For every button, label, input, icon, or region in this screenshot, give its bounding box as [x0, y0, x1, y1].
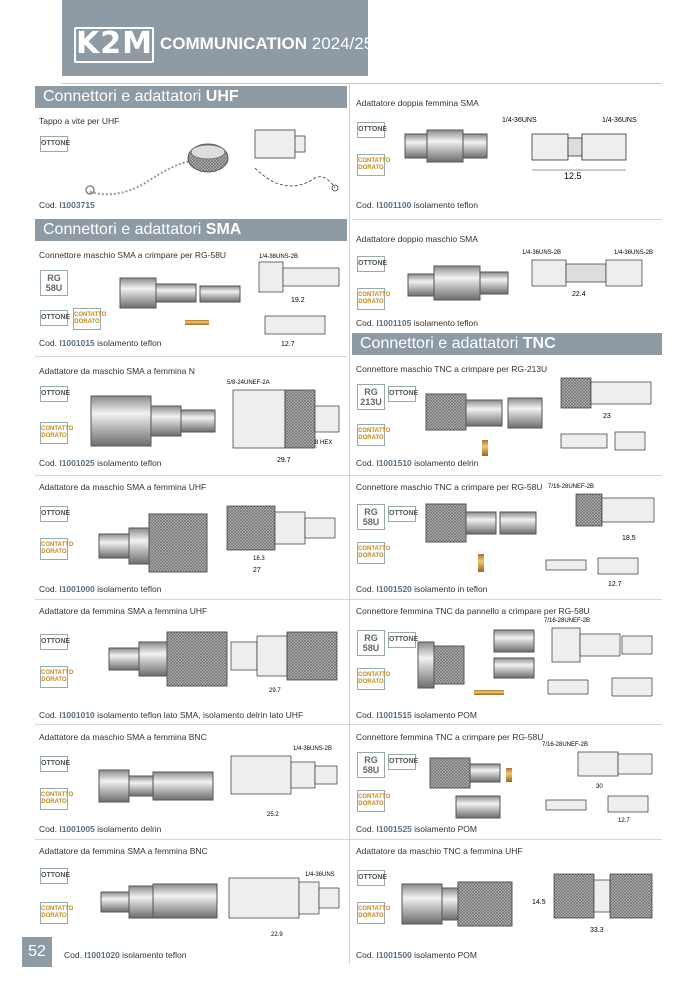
dim-label: 7/16-28UNEF-2B — [544, 618, 591, 624]
badge-contatto-dorato — [357, 790, 391, 812]
section-sma-label: Connettori e adattatori — [43, 221, 206, 238]
code-desc: isolamento teflon lato SMA, isolamento delrin lato UHF — [97, 710, 304, 720]
page-number: 52 — [22, 937, 52, 967]
dim-label: 29.7 — [277, 457, 291, 464]
code-desc: isolamento delrin — [97, 824, 162, 834]
code-prefix: Cod. — [39, 710, 60, 720]
badge-contatto: CONTATTO — [358, 158, 391, 164]
product-photo — [422, 498, 542, 578]
code-prefix: Cod. — [39, 338, 60, 348]
product-cell — [35, 244, 347, 356]
dim-label: 30 — [596, 784, 603, 790]
code-desc: isolamento POM — [414, 950, 477, 960]
badge-ottone: OTTONE — [40, 868, 68, 884]
product-code — [356, 458, 478, 468]
dim-label: 12.7 — [281, 341, 295, 348]
product-title: Connettore maschio TNC a crimpare per RG-58U — [356, 482, 543, 492]
code-prefix: Cod. — [356, 950, 377, 960]
technical-drawing — [221, 866, 343, 942]
badge-rg — [40, 270, 68, 296]
badge-rg — [357, 504, 385, 530]
page-header — [62, 0, 374, 76]
dim-label: 25.2 — [267, 812, 279, 818]
product-photo — [105, 624, 235, 694]
code-prefix: Cod. — [356, 824, 377, 834]
code-prefix: Cod. — [356, 318, 377, 328]
code-prefix: Cod. — [356, 710, 377, 720]
badge-contatto: CONTATTO — [358, 428, 391, 434]
badge-rg-label: RG — [364, 507, 378, 517]
catalog-title — [160, 34, 373, 54]
product-cell — [352, 600, 662, 722]
code-number: I1003715 — [59, 200, 95, 210]
technical-drawing — [255, 250, 345, 350]
badge-ottone: OTTONE — [357, 122, 385, 138]
section-sma-bold: SMA — [205, 221, 242, 238]
badge-rg-type: 58U — [362, 765, 380, 775]
product-title: Adattatore da maschio TNC a femmina UHF — [356, 846, 523, 856]
badge-ottone: OTTONE — [40, 386, 68, 402]
code-prefix: Cod. — [39, 824, 60, 834]
dim-label: 1/4-36UNS — [305, 872, 335, 878]
badge-contatto-dorato — [357, 902, 391, 924]
badge-ottone: OTTONE — [40, 136, 68, 152]
badge-dorato: DORATO — [41, 677, 67, 683]
code-desc: isolamento POM — [414, 824, 477, 834]
product-cell — [35, 110, 347, 214]
product-cell — [35, 360, 347, 472]
code-prefix: Cod. — [356, 200, 377, 210]
product-code — [356, 200, 478, 210]
dim-label: 19.2 — [291, 297, 305, 304]
code-desc: isolamento teflon — [97, 338, 162, 348]
code-prefix: Cod. — [64, 950, 85, 960]
product-title: Adattatore doppio maschio SMA — [356, 234, 478, 244]
dim-label: 1/4-36UNS-2B — [522, 250, 562, 256]
badge-contatto-dorato — [40, 538, 74, 560]
badge-ottone: OTTONE — [388, 506, 416, 522]
dim-label: 7/16-28UNEF-2B — [548, 484, 595, 490]
dim-label: 1/4-36UNS-2B — [614, 250, 654, 256]
badge-contatto-dorato — [357, 424, 391, 446]
technical-drawing — [227, 742, 343, 822]
code-number: I1001000 — [59, 584, 95, 594]
code-desc: isolamento teflon — [413, 318, 478, 328]
section-uhf — [35, 86, 347, 108]
badge-contatto: CONTATTO — [358, 672, 391, 678]
code-prefix: Cod. — [356, 458, 377, 468]
code-number: I1001520 — [376, 584, 412, 594]
badge-rg-type: 58U — [45, 283, 63, 293]
section-uhf-bold: UHF — [205, 88, 239, 105]
product-cell — [352, 476, 662, 598]
dim-label: 22.9 — [271, 932, 283, 938]
badge-dorato: DORATO — [74, 319, 100, 325]
badge-ottone: OTTONE — [388, 386, 416, 402]
badge-contatto: CONTATTO — [41, 670, 74, 676]
technical-drawing — [522, 246, 657, 301]
code-desc: isolamento POM — [414, 710, 477, 720]
product-title: Connettore femmina TNC da pannello a crimpare per RG-58U — [356, 606, 590, 616]
dim-label: 18.3 — [253, 556, 265, 562]
dim-label: 12.5 — [564, 171, 582, 181]
badge-contatto: CONTATTO — [41, 906, 74, 912]
code-number: I1001100 — [376, 200, 412, 210]
badge-dorato: DORATO — [358, 679, 384, 685]
product-photo — [398, 874, 518, 934]
divider — [35, 724, 662, 725]
badge-contatto: CONTATTO — [358, 794, 391, 800]
badge-rg-type: 58U — [362, 517, 380, 527]
product-photo — [426, 748, 546, 826]
badge-rg-label: RG — [364, 387, 378, 397]
product-photo — [422, 380, 552, 460]
code-number: I1001010 — [59, 710, 95, 720]
dim-label: 27 — [253, 567, 261, 574]
code-number: I1001510 — [376, 458, 412, 468]
badge-rg — [357, 752, 385, 778]
product-title: Adattatore doppia femmina SMA — [356, 98, 479, 108]
dim-label: 8 HEX — [315, 440, 333, 446]
badge-ottone: OTTONE — [388, 754, 416, 770]
technical-drawing — [542, 614, 660, 710]
code-number: I1001105 — [376, 318, 412, 328]
technical-drawing — [557, 374, 657, 464]
dim-label: 12.7 — [618, 818, 630, 824]
badge-contatto: CONTATTO — [41, 792, 74, 798]
product-photo — [95, 756, 225, 816]
product-code — [356, 950, 477, 960]
brand-logo: K2M — [76, 26, 153, 61]
dim-label: 18.5 — [622, 535, 636, 542]
column-divider — [349, 84, 350, 964]
dim-label: 1/4-36UNS-2B — [259, 254, 299, 260]
product-cell — [352, 840, 662, 964]
badge-contatto-dorato — [357, 154, 391, 176]
dim-label: 1/4-36UNS — [602, 117, 637, 124]
product-cell — [352, 358, 662, 472]
catalog-year: 2024/25 — [311, 34, 374, 53]
badge-contatto-dorato — [73, 308, 107, 330]
product-photo — [115, 266, 255, 336]
badge-dorato: DORATO — [358, 553, 384, 559]
product-title: Adattatore da femmina SMA a femmina UHF — [39, 606, 208, 616]
badge-ottone: OTTONE — [40, 310, 68, 326]
badge-contatto: CONTATTO — [358, 906, 391, 912]
code-desc: isolamento teflon — [97, 584, 162, 594]
badge-rg-label: RG — [364, 633, 378, 643]
badge-ottone: OTTONE — [357, 256, 385, 272]
product-code — [356, 318, 478, 328]
badge-contatto-dorato — [357, 668, 391, 690]
catalog-title-bold: COMMUNICATION — [160, 34, 307, 53]
product-title: Adattatore da maschio SMA a femmina N — [39, 366, 195, 376]
product-code — [39, 824, 161, 834]
badge-contatto: CONTATTO — [358, 546, 391, 552]
badge-rg-type: 213U — [360, 397, 382, 407]
badge-dorato: DORATO — [358, 913, 384, 919]
dim-label: 14.5 — [532, 899, 546, 906]
product-code — [64, 950, 186, 960]
section-sma — [35, 219, 347, 241]
section-tnc-label: Connettori e adattatori — [360, 335, 523, 352]
product-code — [39, 200, 95, 210]
code-desc: isolamento teflon — [413, 200, 478, 210]
product-code — [356, 584, 487, 594]
dim-label: 7/16-28UNEF-2B — [542, 742, 589, 748]
product-title: Adattatore da maschio SMA a femmina UHF — [39, 482, 207, 492]
code-prefix: Cod. — [356, 584, 377, 594]
code-number: I1001525 — [376, 824, 412, 834]
badge-ottone: OTTONE — [40, 634, 68, 650]
product-code — [39, 710, 303, 720]
product-photo — [95, 500, 215, 580]
product-photo — [404, 250, 514, 314]
badge-contatto: CONTATTO — [41, 426, 74, 432]
product-cell — [35, 726, 347, 838]
badge-dorato: DORATO — [41, 799, 67, 805]
code-desc: isolamento teflon — [122, 950, 187, 960]
divider — [352, 219, 662, 220]
dim-label: 23 — [603, 413, 611, 420]
product-code — [356, 710, 477, 720]
dim-label: 22.4 — [572, 291, 586, 298]
section-tnc-bold: TNC — [522, 335, 556, 352]
code-desc: isolamento delrin — [414, 458, 479, 468]
code-desc: isolamento teflon — [97, 458, 162, 468]
dim-label: 1/4-36UNS-2B — [293, 746, 333, 752]
product-cell — [352, 228, 662, 332]
badge-contatto: CONTATTO — [358, 292, 391, 298]
product-code — [39, 584, 161, 594]
badge-dorato: DORATO — [358, 801, 384, 807]
badge-rg-label: RG — [364, 755, 378, 765]
dim-label: 29.7 — [269, 688, 281, 694]
code-number: I1001020 — [84, 950, 120, 960]
badge-contatto-dorato — [40, 788, 74, 810]
dim-label: 1/4-36UNS — [502, 117, 537, 124]
product-photo — [414, 624, 544, 704]
code-number: I1001025 — [59, 458, 95, 468]
technical-drawing — [227, 626, 343, 696]
section-uhf-label: Connettori e adattatori — [43, 88, 206, 105]
badge-contatto-dorato — [357, 542, 391, 564]
code-prefix: Cod. — [39, 584, 60, 594]
badge-contatto: CONTATTO — [41, 542, 74, 548]
product-cell — [35, 600, 347, 722]
product-photo — [87, 388, 227, 454]
badge-rg-label: RG — [47, 273, 61, 283]
product-code — [356, 824, 477, 834]
product-title: Connettore femmina TNC a crimpare per RG-58U — [356, 732, 544, 742]
product-cell — [35, 840, 347, 964]
product-code — [39, 338, 161, 348]
product-cell — [352, 726, 662, 838]
section-tnc — [352, 333, 662, 355]
product-title: Connettore maschio SMA a crimpare per RG-58U — [39, 250, 227, 260]
technical-drawing — [532, 870, 660, 936]
code-prefix: Cod. — [39, 200, 60, 210]
badge-rg — [357, 384, 385, 410]
technical-drawing — [223, 496, 343, 576]
technical-drawing — [542, 480, 660, 592]
code-number: I1001515 — [376, 710, 412, 720]
badge-dorato: DORATO — [41, 433, 67, 439]
badge-dorato: DORATO — [358, 165, 384, 171]
badge-ottone: OTTONE — [388, 632, 416, 648]
badge-dorato: DORATO — [358, 299, 384, 305]
code-desc: isolamento in teflon — [414, 584, 488, 594]
technical-drawing — [542, 740, 660, 826]
badge-rg-type: 58U — [362, 643, 380, 653]
badge-dorato: DORATO — [41, 913, 67, 919]
dim-label: 12.7 — [608, 581, 622, 588]
badge-ottone: OTTONE — [40, 506, 68, 522]
badge-contatto-dorato — [357, 288, 391, 310]
divider — [35, 356, 347, 357]
product-photo — [80, 140, 230, 200]
product-photo — [97, 866, 227, 936]
code-number: I1001015 — [59, 338, 95, 348]
code-number: I1001500 — [376, 950, 412, 960]
badge-contatto-dorato — [40, 902, 74, 924]
technical-drawing — [227, 374, 345, 466]
dim-label: 5/8-24UNEF-2A — [227, 380, 270, 386]
badge-dorato: DORATO — [358, 435, 384, 441]
badge-dorato: DORATO — [41, 549, 67, 555]
dim-label: 33.3 — [590, 927, 604, 934]
badge-ottone: OTTONE — [357, 870, 385, 886]
product-code — [39, 458, 161, 468]
code-number: I1001005 — [59, 824, 95, 834]
badge-rg — [357, 630, 385, 656]
technical-drawing — [502, 112, 652, 182]
code-prefix: Cod. — [39, 458, 60, 468]
product-title: Tappo a vite per UHF — [39, 116, 120, 126]
product-title: Connettore maschio TNC a crimpare per RG-213U — [356, 364, 548, 374]
product-title: Adattatore da femmina SMA a femmina BNC — [39, 846, 208, 856]
product-title: Adattatore da maschio SMA a femmina BNC — [39, 732, 207, 742]
technical-drawing — [245, 118, 345, 204]
badge-ottone: OTTONE — [40, 756, 68, 772]
badge-contatto-dorato — [40, 422, 74, 444]
product-cell — [352, 92, 662, 216]
badge-contatto: CONTATTO — [74, 312, 107, 318]
product-photo — [400, 116, 495, 176]
product-cell — [35, 476, 347, 598]
header-rule — [62, 83, 662, 84]
badge-contatto-dorato — [40, 666, 74, 688]
